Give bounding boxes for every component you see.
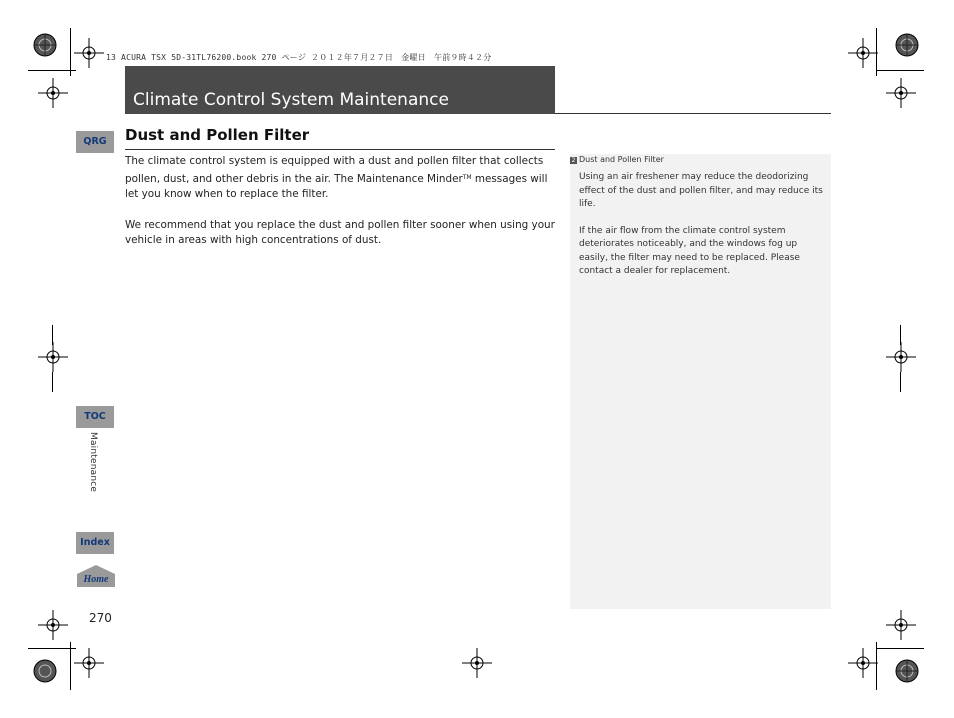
toc-button[interactable]: TOC (76, 406, 114, 428)
page-title: Climate Control System Maintenance (133, 90, 449, 110)
crosshair-icon (886, 610, 916, 640)
home-button[interactable] (76, 564, 116, 588)
sidebar-title-text[interactable]: Dust and Pollen Filter (579, 155, 664, 164)
section-rule (125, 149, 555, 150)
registration-target-icon (32, 32, 58, 58)
sidebar-paragraph-2: If the air flow from the climate control system deteriorates noticeably, and the windows fog up easily, the filter may need to be replaced. Please contact a dealer for replacement. (579, 225, 800, 276)
reference-icon: 2 (571, 157, 576, 164)
sidebar-paragraph-1: Using an air freshener may reduce the deodorizing effect of the dust and pollen filter, and may reduce its life. (579, 172, 823, 209)
registration-target-icon (894, 658, 920, 684)
print-file-header: 13 ACURA TSX 5D-31TL76200.book 270 ページ ２０１２年７月２７日 金曜日 午前９時４２分 (106, 53, 492, 62)
page-number: 270 (89, 611, 112, 625)
crosshair-icon (886, 78, 916, 108)
body-paragraph-1-part-a: The climate control system is equipped with a dust and pollen filter that collects pollen, dust, and other debris in the air. The Maintenance Minder (125, 155, 544, 185)
sidebar-text (579, 171, 823, 292)
qrg-button[interactable]: QRG (76, 131, 114, 153)
registration-target-icon (894, 32, 920, 58)
trademark-mark: TM (462, 173, 472, 181)
body-paragraph-1-part-b: messages will let you know when to replace the filter. (125, 172, 548, 200)
crosshair-icon (38, 342, 68, 372)
sidebar-title (570, 155, 664, 164)
title-rule (555, 113, 831, 114)
crosshair-icon (74, 648, 104, 678)
crosshair-icon (848, 38, 878, 68)
body-paragraph-1 (125, 154, 555, 203)
sidebar-note (570, 154, 831, 609)
crosshair-icon (38, 78, 68, 108)
body-paragraph-2: We recommend that you replace the dust and pollen filter sooner when using your vehicle in areas with high concentrations of dust. (125, 218, 555, 246)
index-button[interactable]: Index (76, 532, 114, 554)
crosshair-icon (74, 38, 104, 68)
home-label: Home (83, 574, 109, 585)
crosshair-icon (462, 648, 492, 678)
crosshair-icon (886, 342, 916, 372)
section-heading: Dust and Pollen Filter (125, 126, 310, 144)
registration-target-icon (32, 658, 58, 684)
crosshair-icon (848, 648, 878, 678)
body-text (125, 154, 555, 264)
chapter-label: Maintenance (88, 432, 98, 493)
crosshair-icon (38, 610, 68, 640)
home-icon (76, 564, 116, 588)
title-bar (125, 66, 555, 114)
